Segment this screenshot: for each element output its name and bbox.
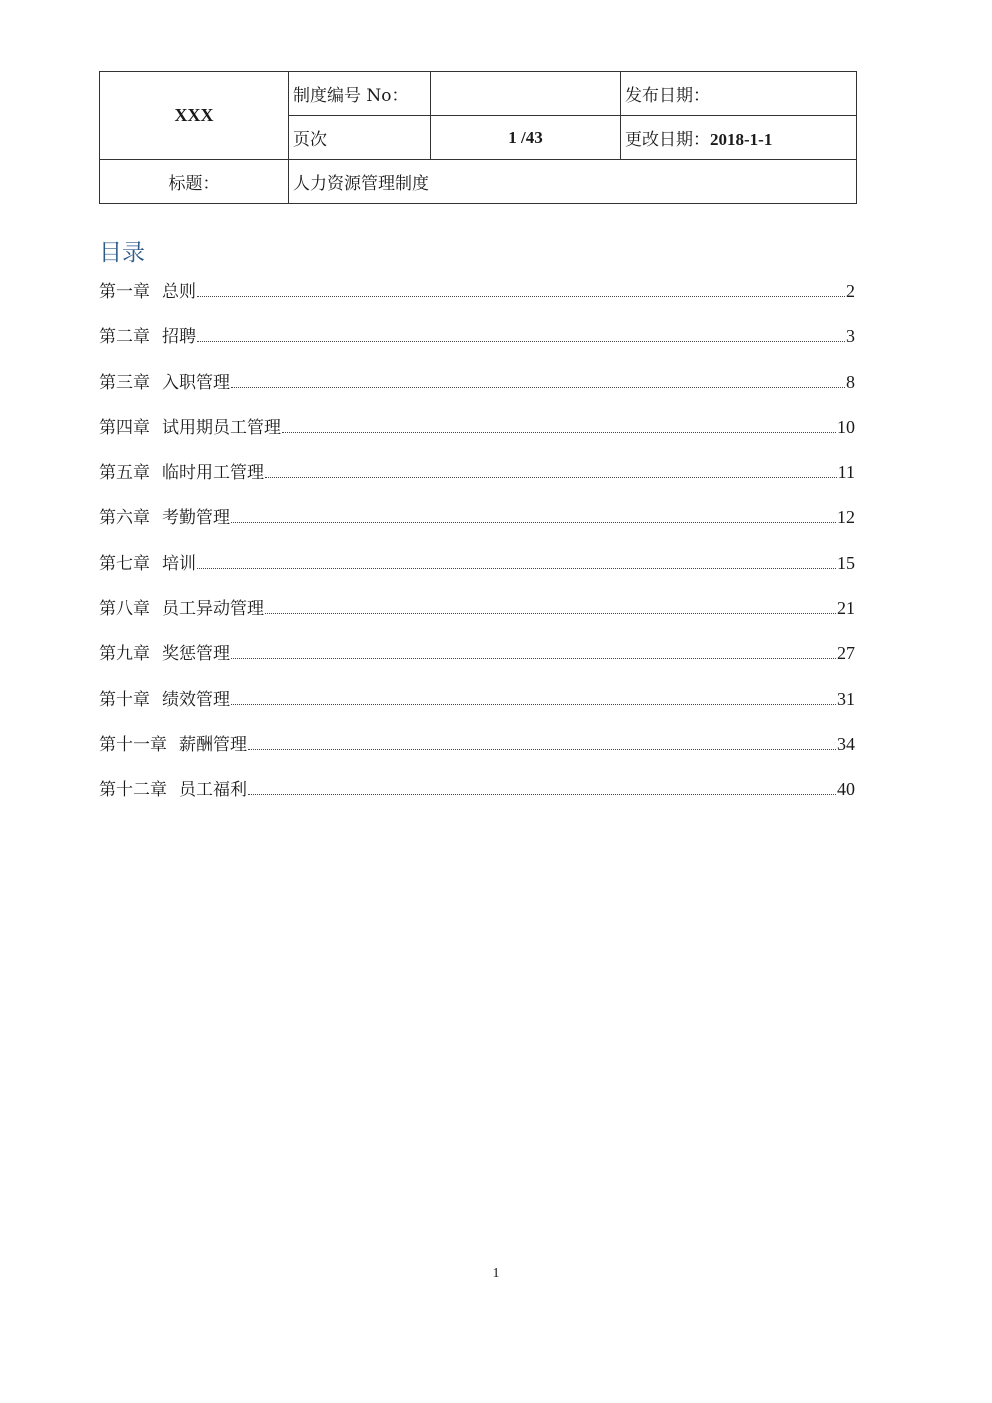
title-value: 人力资源管理制度 bbox=[289, 160, 857, 204]
toc-item[interactable] bbox=[99, 593, 855, 638]
toc-item[interactable] bbox=[99, 684, 855, 729]
toc-page-number: 40 bbox=[837, 779, 855, 800]
toc-chapter-title: 入职管理 bbox=[162, 372, 230, 393]
toc-item[interactable] bbox=[99, 367, 855, 412]
toc-chapter-number: 第八章 bbox=[99, 599, 150, 620]
toc-chapter-title: 员工异动管理 bbox=[162, 599, 264, 620]
toc-chapter-number: 第十章 bbox=[99, 689, 150, 710]
toc-chapter-title: 总则 bbox=[162, 282, 196, 302]
toc-item[interactable] bbox=[99, 729, 855, 774]
toc-leader-dots bbox=[248, 749, 836, 750]
header-row-1 bbox=[100, 72, 857, 116]
toc-leader-dots bbox=[265, 613, 836, 614]
toc-leader-dots bbox=[265, 477, 837, 478]
doc-no-label: 制度编号 No： bbox=[289, 72, 431, 116]
toc-page-number: 27 bbox=[837, 643, 855, 664]
toc-chapter-title: 员工福利 bbox=[179, 780, 247, 801]
toc-chapter-title: 试用期员工管理 bbox=[162, 417, 281, 438]
toc-leader-dots bbox=[197, 296, 845, 297]
toc-chapter-number: 第三章 bbox=[99, 372, 150, 393]
toc-item[interactable] bbox=[99, 412, 855, 457]
toc-leader-dots bbox=[197, 341, 845, 342]
change-date-cell bbox=[621, 116, 857, 160]
toc-leader-dots bbox=[282, 432, 836, 433]
toc-page-number: 34 bbox=[837, 733, 855, 754]
company-name: XXX bbox=[100, 72, 289, 160]
toc-leader-dots bbox=[231, 522, 836, 523]
toc-chapter-number: 第七章 bbox=[99, 553, 150, 574]
toc-page-number: 10 bbox=[837, 416, 855, 437]
toc-chapter-title: 薪酬管理 bbox=[179, 734, 247, 755]
toc-chapter-title: 招聘 bbox=[162, 327, 196, 348]
doc-no-value bbox=[431, 72, 621, 116]
toc-page-number: 31 bbox=[837, 688, 855, 709]
toc-leader-dots bbox=[231, 704, 836, 705]
toc-chapter-title: 绩效管理 bbox=[162, 689, 230, 710]
toc-chapter-title: 培训 bbox=[162, 553, 196, 574]
release-date-label: 发布日期： bbox=[621, 72, 857, 116]
toc-item[interactable] bbox=[99, 502, 855, 547]
toc-item[interactable] bbox=[99, 321, 855, 366]
toc-chapter-title: 考勤管理 bbox=[162, 508, 230, 529]
toc-chapter-number: 第一章 bbox=[99, 282, 150, 302]
toc-leader-dots bbox=[231, 387, 845, 388]
toc-item[interactable] bbox=[99, 457, 855, 502]
toc-chapter-number: 第四章 bbox=[99, 417, 150, 438]
toc-page-number: 15 bbox=[837, 552, 855, 573]
toc-chapter-title: 临时用工管理 bbox=[162, 463, 264, 484]
toc-chapter-title: 奖惩管理 bbox=[162, 644, 230, 665]
document-header-table bbox=[99, 71, 857, 204]
table-of-contents bbox=[99, 276, 855, 820]
change-date-value: 2018-1-1 bbox=[710, 130, 773, 149]
toc-page-number: 3 bbox=[846, 326, 855, 347]
toc-chapter-number: 第十二章 bbox=[99, 780, 167, 801]
toc-page-number: 11 bbox=[837, 462, 855, 483]
toc-chapter-number: 第十一章 bbox=[99, 734, 167, 755]
change-date-label: 更改日期： bbox=[625, 130, 710, 150]
toc-leader-dots bbox=[231, 658, 836, 659]
toc-item[interactable] bbox=[99, 276, 855, 321]
header-row-3 bbox=[100, 160, 857, 204]
toc-chapter-number: 第二章 bbox=[99, 327, 150, 348]
toc-page-number: 8 bbox=[846, 371, 855, 392]
toc-item[interactable] bbox=[99, 638, 855, 683]
toc-leader-dots bbox=[197, 568, 836, 569]
toc-item[interactable] bbox=[99, 548, 855, 593]
toc-page-number: 2 bbox=[846, 281, 855, 301]
page-value: 1 /43 bbox=[431, 116, 621, 160]
toc-heading: 目录 bbox=[99, 240, 145, 266]
title-label: 标题： bbox=[100, 160, 289, 204]
page-number: 1 bbox=[492, 1266, 500, 1281]
toc-page-number: 21 bbox=[837, 598, 855, 619]
toc-chapter-number: 第九章 bbox=[99, 644, 150, 665]
toc-chapter-number: 第六章 bbox=[99, 508, 150, 529]
toc-chapter-number: 第五章 bbox=[99, 463, 150, 484]
toc-leader-dots bbox=[248, 794, 836, 795]
toc-page-number: 12 bbox=[837, 507, 855, 528]
page-label: 页次 bbox=[289, 116, 431, 160]
toc-item[interactable] bbox=[99, 774, 855, 819]
